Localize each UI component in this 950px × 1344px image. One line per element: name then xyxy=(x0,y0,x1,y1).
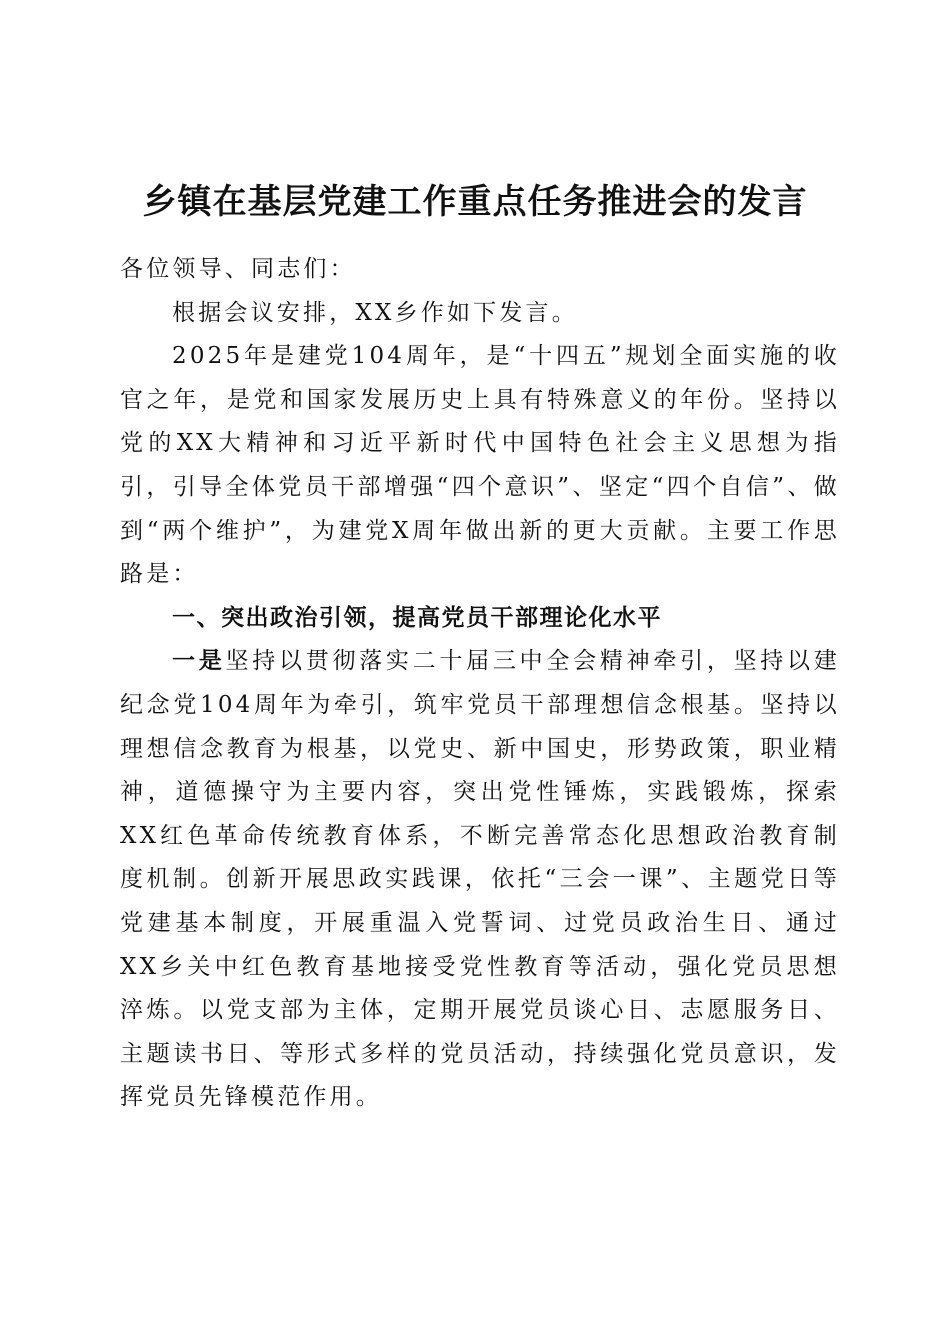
salutation: 各位领导、同志们： xyxy=(120,256,356,282)
document-title: 乡镇在基层党建工作重点任务推进会的发言 xyxy=(142,182,808,222)
background-paragraph: 2025年是建党104周年，是“十四五”规划全面实施的收官之年，是党和国家发展历史上具有特殊意义的年份。坚持以党的XX大精神和习近平新时代中国特色社会主义思想为指引，引导全体党员干部增强“四个意识”、坚定“四个自信”、做到“两个维护”，为建党X周年做出新的更大贡献。主要工作思路是： xyxy=(120,343,840,588)
document-body xyxy=(120,248,840,1120)
section-heading: 一、突出政治引领，提高党员干部理论化水平 xyxy=(172,604,662,631)
item-one-paragraph xyxy=(120,640,840,1120)
intro-paragraph: 根据会议安排，XX乡作如下发言。 xyxy=(172,299,578,326)
item-one-lead: 一是 xyxy=(172,648,226,675)
item-one-body: 坚持以贯彻落实二十届三中全会精神牵引，坚持以建纪念党104周年为牵引，筑牢党员干部理想信念根基。坚持以理想信念教育为根基，以党史、新中国史，形势政策，职业精神，道德操守为主要内容，突出党性锤炼，实践锻炼，探索XX红色革命传统教育体系，不断完善常态化思想政治教育制度机制。创新开展思政实践课，依托“三会一课”、主题党日等党建基本制度，开展重温入党誓词、过党员政治生日、通过XX乡关中红色教育基地接受党性教育等活动，强化党员思想淬炼。以党支部为主体，定期开展党员谈心日、志愿服务日、主题读书日、等形式多样的党员活动，持续强化党员意识，发挥党员先锋模范作用。 xyxy=(120,648,840,1111)
